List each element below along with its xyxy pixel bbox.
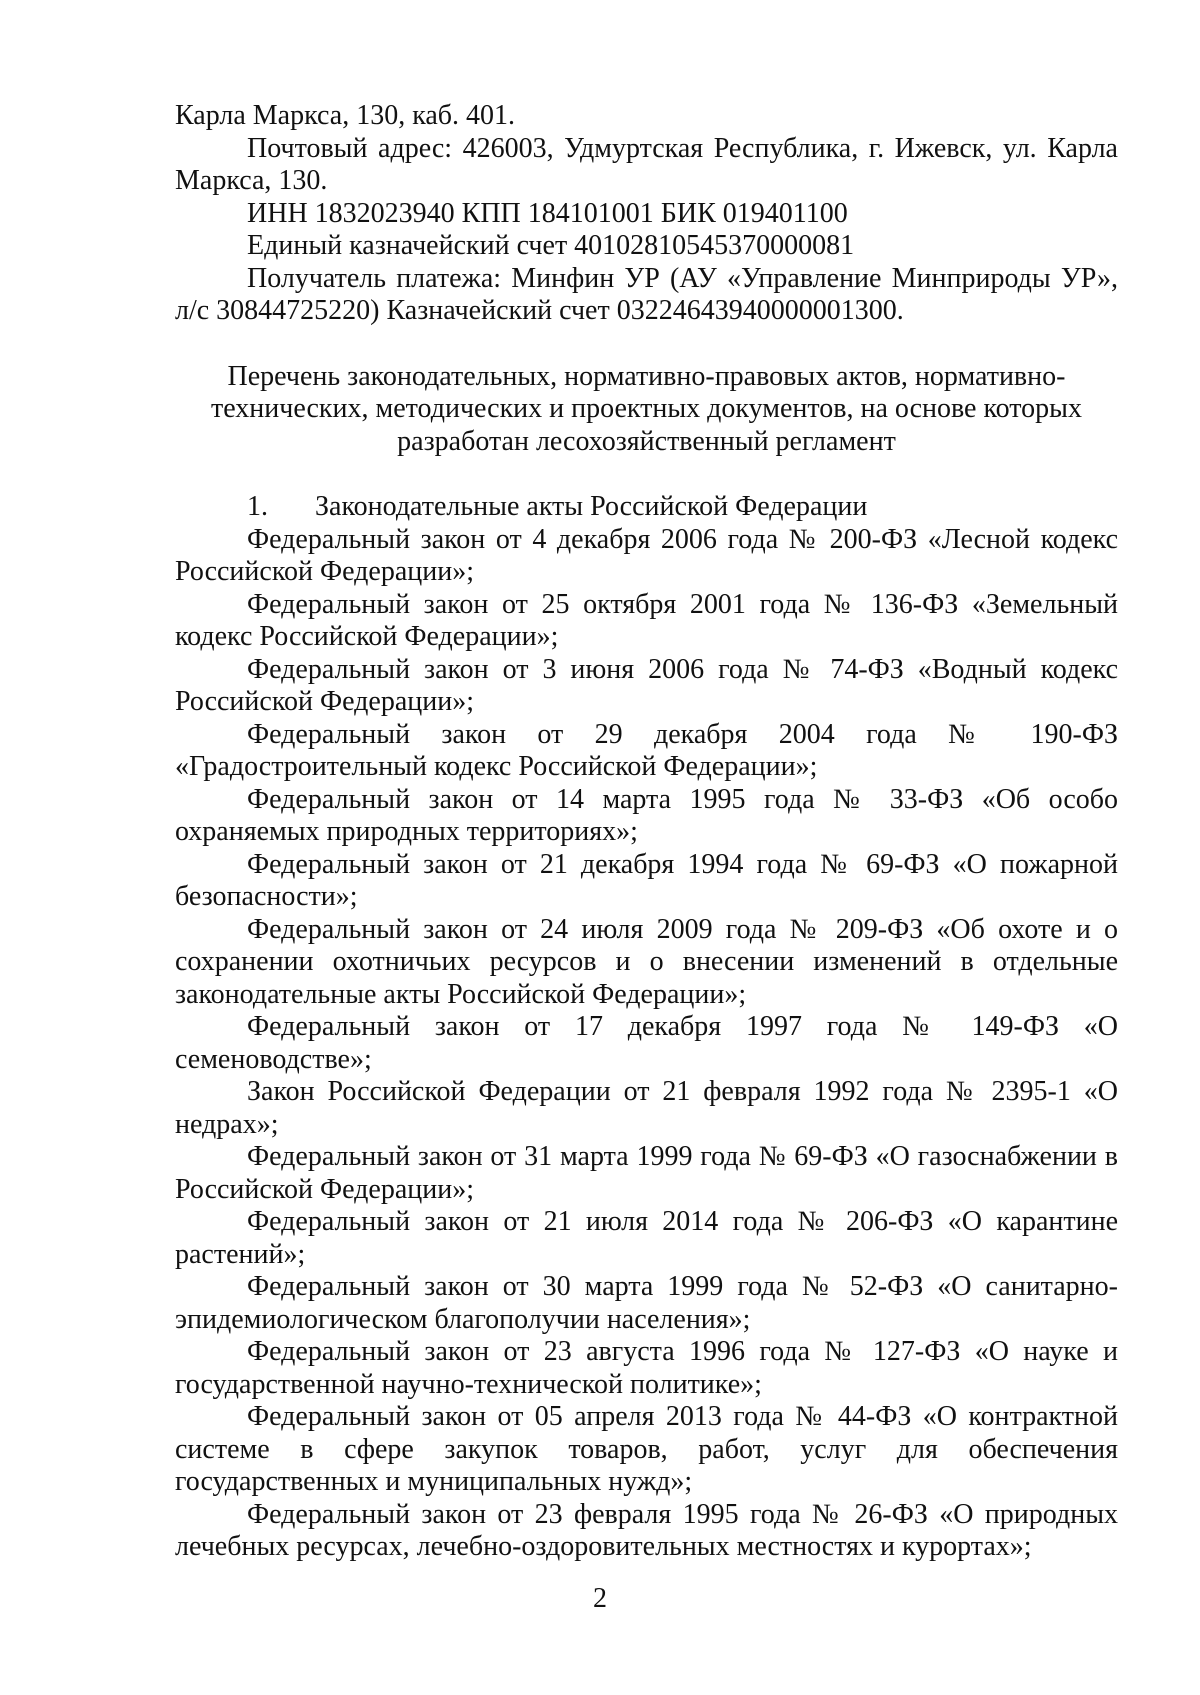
law-item: Федеральный закон от 24 июля 2009 года № 209-ФЗ «Об охоте и о сохранении охотничьих ресурсов и о внесении изменений в отдельные законодательные акты Российской Федерации»;	[175, 913, 1118, 1010]
law-item: Федеральный закон от 21 июля 2014 года № 206-ФЗ «О карантине растений»;	[175, 1206, 1118, 1270]
bank-details: ИНН 1832023940 КПП 184101001 БИК 019401100	[247, 197, 848, 229]
law-item: Федеральный закон от 23 августа 1996 года № 127-ФЗ «О науке и государственной научно-технической политике»;	[175, 1336, 1118, 1400]
section-title: Законодательные акты Российской Федерации	[315, 491, 868, 522]
law-item: Федеральный закон от 31 марта 1999 года № 69-ФЗ «О газоснабжении в Российской Федерации»;	[175, 1141, 1118, 1205]
law-item: Федеральный закон от 17 декабря 1997 года № 149-ФЗ «О семеноводстве»;	[175, 1011, 1118, 1075]
section-heading	[175, 491, 1118, 524]
section-number: 1.	[247, 491, 268, 522]
document-body	[175, 100, 1118, 1564]
law-item: Федеральный закон от 25 октября 2001 года № 136-ФЗ «Земельный кодекс Российской Федерации»;	[175, 588, 1118, 652]
law-item: Федеральный закон от 29 декабря 2004 года № 190-ФЗ «Градостроительный кодекс Российской Федерации»;	[175, 718, 1118, 782]
payment-recipient: Получатель платежа: Минфин УР (АУ «Управление Минприроды УР», л/с 30844725220) Казначейский счет 03224643940000001300.	[175, 262, 1118, 326]
spacer	[175, 458, 1118, 491]
law-item: Федеральный закон от 30 марта 1999 года № 52-ФЗ «О санитарно-эпидемиологическом благополучии населения»;	[175, 1271, 1118, 1335]
treasury-account: Единый казначейский счет 40102810545370000081	[247, 230, 855, 261]
document-heading: Перечень законодательных, нормативно-правовых актов, нормативно-технических, методических и проектных документов, на основе которых разработан лесохозяйственный регламент	[211, 360, 1082, 457]
law-item: Федеральный закон от 21 декабря 1994 года № 69-ФЗ «О пожарной безопасности»;	[175, 848, 1118, 912]
law-item: Федеральный закон от 14 марта 1995 года № 33-ФЗ «Об особо охраняемых природных территориях»;	[175, 783, 1118, 847]
postal-address: Почтовый адрес: 426003, Удмуртская Республика, г. Ижевск, ул. Карла Маркса, 130.	[175, 132, 1118, 196]
address-office-line: Карла Маркса, 130, каб. 401.	[175, 100, 516, 131]
law-item: Федеральный закон от 4 декабря 2006 года № 200-ФЗ «Лесной кодекс Российской Федерации»;	[175, 523, 1118, 587]
law-item: Федеральный закон от 3 июня 2006 года № 74-ФЗ «Водный кодекс Российской Федерации»;	[175, 653, 1118, 717]
law-item: Федеральный закон от 23 февраля 1995 года № 26-ФЗ «О природных лечебных ресурсах, лечебно-оздоровительных местностях и курортах»;	[175, 1498, 1118, 1562]
law-item: Закон Российской Федерации от 21 февраля 1992 года № 2395-1 «О недрах»;	[175, 1076, 1118, 1140]
page-number: 2	[593, 1583, 607, 1614]
spacer	[175, 328, 1118, 361]
law-item: Федеральный закон от 05 апреля 2013 года № 44-ФЗ «О контрактной системе в сфере закупок товаров, работ, услуг для обеспечения государственных и муниципальных нужд»;	[175, 1401, 1118, 1497]
